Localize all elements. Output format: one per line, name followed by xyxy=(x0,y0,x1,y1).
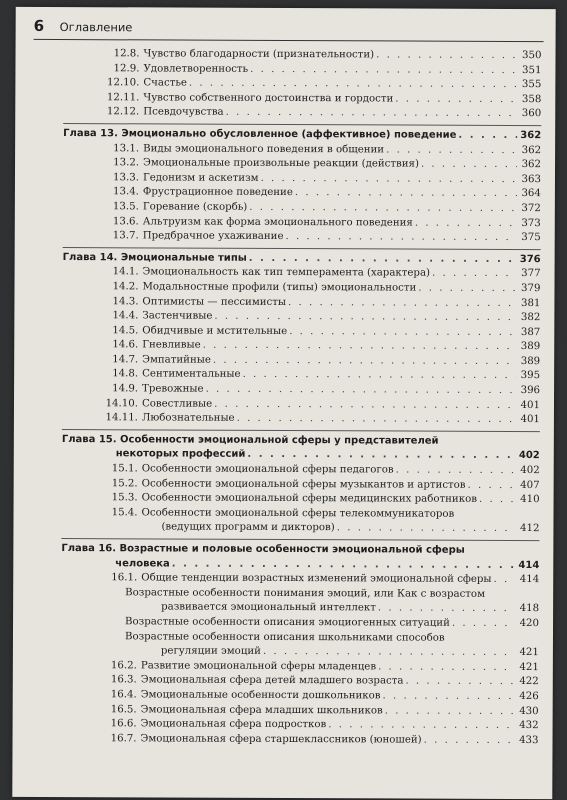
toc-entry-title: Застенчивые xyxy=(142,310,213,322)
toc-entry-page: 395 xyxy=(520,370,541,382)
toc-entry-page: 358 xyxy=(521,93,542,105)
toc-entry-page: 401 xyxy=(520,414,540,426)
toc-entry-page: 373 xyxy=(521,217,541,229)
toc-entry-number: 13.1. xyxy=(113,142,140,154)
toc-entry-title: Тревожные xyxy=(142,383,204,395)
toc-entry-title: Особенности эмоциональной сферы педагогов xyxy=(141,463,394,476)
toc-entry-number: 13.4. xyxy=(112,186,139,198)
toc-block xyxy=(63,47,541,122)
toc-entry-number: 16.6. xyxy=(110,718,137,730)
toc-entry-number: 16.3. xyxy=(110,674,137,686)
dot-leader xyxy=(237,412,516,428)
toc-entry-title: Любознательные xyxy=(141,412,235,425)
toc-entry-title: Особенности эмоциональной сферы медицинских работников xyxy=(141,492,478,506)
toc-entry xyxy=(61,506,539,523)
toc-entry-number: 14.10. xyxy=(105,397,139,410)
toc-entry-number: 12.12. xyxy=(106,106,140,118)
toc-entry-number: 14.4. xyxy=(112,310,139,322)
dot-leader xyxy=(285,230,516,246)
toc-entry-page: 362 xyxy=(520,129,542,142)
toc-entry xyxy=(61,520,539,537)
toc-entry-title: Эмоциональная сфера старшеклассников (юношей) xyxy=(140,733,422,746)
toc-entry-number: 14.7. xyxy=(112,354,139,366)
toc-entry xyxy=(60,732,538,749)
toc-entry-number: 12.10. xyxy=(106,77,140,89)
toc-entry-title: человека xyxy=(115,557,170,570)
toc-entry xyxy=(62,411,540,428)
toc-entry-page: 420 xyxy=(519,617,540,630)
dot-leader xyxy=(479,493,516,508)
toc-entry-number: 12.8. xyxy=(113,48,140,60)
dot-leader xyxy=(203,339,517,355)
dot-leader xyxy=(249,201,517,217)
toc-entry-page: 389 xyxy=(520,341,541,353)
dot-leader xyxy=(386,143,517,158)
toc-entry-page: 402 xyxy=(520,465,540,477)
toc-entry-page: 372 xyxy=(521,202,541,215)
toc-entry-number: 13.2. xyxy=(113,157,140,169)
toc-entry-page: 379 xyxy=(521,282,541,295)
toc-entry-number: 13.5. xyxy=(112,201,139,213)
toc-entry-title: Чувство благодарности (признательности) xyxy=(143,48,375,61)
toc-entry-page: 396 xyxy=(520,385,541,397)
toc-entry-title: Глава 16. Возрастные и половые особенности эмоциональной сферы xyxy=(61,543,465,556)
dot-leader xyxy=(295,186,517,202)
toc-entry-title: Глава 13. Эмоционально обусловленное (аффективное) поведение xyxy=(63,128,457,141)
dot-leader xyxy=(337,522,516,537)
dot-leader xyxy=(458,129,517,144)
toc-entry-title: Предбрачное ухаживание xyxy=(142,230,284,243)
dot-leader xyxy=(424,733,515,748)
toc-entry-title: Виды эмоционального поведения в общении xyxy=(143,142,385,155)
dot-leader xyxy=(214,397,516,413)
dot-leader xyxy=(247,448,515,464)
toc-entry-title: Эмоциональные особенности дошкольников xyxy=(140,689,381,702)
toc-entry-page: 421 xyxy=(519,647,539,659)
toc-entry-page: 414 xyxy=(518,559,540,571)
toc-entry-title: Псевдочувства xyxy=(143,106,224,119)
toc-entry-page: 381 xyxy=(520,297,541,309)
toc-entry-title: Гневливые xyxy=(142,339,201,351)
toc-entry-page: 362 xyxy=(521,159,542,171)
dot-leader xyxy=(396,464,516,479)
toc-entry-number: 15.4. xyxy=(111,507,138,519)
dot-leader xyxy=(261,172,517,188)
dot-leader xyxy=(189,77,518,93)
toc-entry-page: 402 xyxy=(518,450,540,462)
running-header xyxy=(34,15,544,42)
dot-leader xyxy=(452,617,515,632)
chapter-block xyxy=(62,247,541,428)
dot-leader xyxy=(288,296,516,312)
toc-entry-page: 422 xyxy=(519,676,539,688)
toc-entry-title: Эмоциональная сфера младших школьников xyxy=(140,703,383,716)
toc-entry-title: Возрастные особенности понимания эмоций, или Как с возрастом xyxy=(125,587,486,600)
dot-leader xyxy=(172,557,516,573)
toc-entry-title: Глава 14. Эмоциональные типы xyxy=(62,251,247,264)
toc-entry-number: 14.6. xyxy=(112,339,139,351)
toc-entry-title: Удовлетворенность xyxy=(143,62,249,75)
toc-entry-number: 14.3. xyxy=(112,295,139,307)
toc-entry-title: Общие тенденции возрастных изменений эмоциональной сферы xyxy=(141,572,492,586)
toc-entry-page: 389 xyxy=(520,355,541,367)
toc-entry-page: 355 xyxy=(521,79,542,91)
page-number: 6 xyxy=(33,16,45,35)
toc-entry-page: 433 xyxy=(519,734,539,746)
dot-leader xyxy=(383,689,515,704)
toc-entry-page: 351 xyxy=(521,64,542,76)
toc-entry-number: 14.1. xyxy=(112,266,139,278)
toc-entry-page: 430 xyxy=(519,705,539,717)
toc-entry-number: 12.11. xyxy=(106,92,140,104)
toc-entry-page: 401 xyxy=(520,399,541,411)
toc-entry-title: Эмпатийные xyxy=(142,354,211,366)
dot-leader xyxy=(214,310,516,326)
dot-leader xyxy=(328,718,514,733)
toc-entry-number: 14.5. xyxy=(112,324,139,337)
toc-entry-page: 414 xyxy=(519,574,540,586)
toc-entry-title: регуляции эмоций xyxy=(160,645,261,658)
toc-entry-number: 14.11. xyxy=(105,412,138,424)
chapter-block xyxy=(61,429,539,537)
toc-entry-title: развивается эмоциональный интеллект xyxy=(161,601,376,614)
toc-entry-page: 364 xyxy=(521,188,541,200)
toc-entry-number: 15.1. xyxy=(111,463,138,475)
toc-entry xyxy=(61,586,539,603)
table-of-contents xyxy=(60,47,541,748)
dot-leader xyxy=(249,252,517,268)
toc-entry-title: Возрастные особенности описания эмоциогенных ситуаций xyxy=(125,616,450,629)
toc-entry-number: 14.2. xyxy=(112,281,139,293)
toc-entry-page: 350 xyxy=(522,50,542,62)
toc-entry-title: Обидчивые и мстительные xyxy=(142,325,288,337)
toc-entry-title: Эмоциональная сфера детей младшего возраста xyxy=(140,674,404,687)
toc-entry-page: 421 xyxy=(519,661,539,673)
toc-entry-page: 407 xyxy=(520,479,540,491)
book-page xyxy=(12,7,555,799)
toc-entry-title: Альтруизм как форма эмоционального поведения xyxy=(142,215,413,229)
toc-entry-title: Чувство собственного достоинства и гордости xyxy=(143,92,394,105)
toc-entry-title: Эмоциональная сфера подростков xyxy=(140,718,327,731)
toc-entry xyxy=(61,630,539,647)
toc-entry-number: 13.3. xyxy=(113,172,140,184)
toc-entry-title: Особенности эмоциональной сферы телекоммуникаторов xyxy=(141,507,455,520)
running-title: Оглавление xyxy=(59,20,133,35)
dot-leader xyxy=(421,158,517,173)
toc-entry-page: 362 xyxy=(521,144,542,156)
dot-leader xyxy=(415,216,517,231)
dot-leader xyxy=(376,48,517,63)
toc-entry-page: 382 xyxy=(520,312,541,324)
toc-entry-title: Оптимисты — пессимисты xyxy=(142,295,287,308)
toc-entry-title: Эмоциональные произвольные реакции (действия) xyxy=(143,157,419,170)
toc-entry-number: 14.8. xyxy=(112,368,139,380)
toc-entry-page: 410 xyxy=(520,494,540,506)
dot-leader xyxy=(226,106,518,122)
dot-leader xyxy=(378,660,515,675)
toc-entry-page: 387 xyxy=(520,326,541,338)
toc-entry-title: Совестливые xyxy=(141,398,213,410)
toc-entry-title: (ведущих программ и дикторов) xyxy=(161,521,335,534)
dot-leader xyxy=(206,383,517,399)
toc-entry-number: 14.9. xyxy=(112,383,139,395)
toc-entry-title: Развитие эмоциональной сферы младенцев xyxy=(140,660,377,673)
dot-leader xyxy=(432,267,517,282)
dot-leader xyxy=(289,325,516,341)
toc-entry-page: 412 xyxy=(519,523,540,535)
toc-entry-page: 377 xyxy=(521,268,541,280)
toc-entry-title: Эмоциональность как тип темперамента (характера) xyxy=(142,266,431,279)
toc-entry-number: 13.6. xyxy=(112,215,139,227)
dot-leader xyxy=(405,675,514,690)
toc-entry-number: 16.7. xyxy=(110,732,137,745)
toc-entry-title: Счастье xyxy=(143,77,187,89)
toc-entry-number: 15.2. xyxy=(111,477,138,489)
toc-entry xyxy=(63,229,541,246)
dot-leader xyxy=(378,602,515,617)
toc-entry-page: 376 xyxy=(519,253,541,265)
toc-entry-page: 363 xyxy=(521,173,542,185)
toc-entry-title: некоторых профессий xyxy=(115,448,246,461)
toc-entry-page: 432 xyxy=(519,720,539,732)
dot-leader xyxy=(494,573,516,588)
toc-entry-page: 426 xyxy=(519,690,539,703)
dot-leader xyxy=(263,645,515,661)
chapter-block xyxy=(60,538,539,748)
toc-entry-number: 16.1. xyxy=(111,572,138,584)
toc-entry-number: 12.9. xyxy=(113,62,140,74)
toc-entry-title: Глава 15. Особенности эмоциональной сферы у представителей xyxy=(61,433,439,447)
toc-entry-title: Горевание (скорбь) xyxy=(142,201,248,213)
dot-leader xyxy=(250,62,517,78)
toc-entry-number: 13.7. xyxy=(112,230,139,242)
toc-entry xyxy=(63,105,541,122)
dot-leader xyxy=(243,368,517,384)
chapter-block xyxy=(63,123,542,246)
dot-leader xyxy=(395,92,517,107)
dot-leader xyxy=(418,281,516,296)
toc-entry-number: 16.5. xyxy=(110,703,137,715)
toc-entry-title: Особенности эмоциональной сферы музыкантов и артистов xyxy=(141,478,466,491)
toc-entry-title: Сентиментальные xyxy=(142,368,241,381)
toc-entry-title: Фрустрационное поведение xyxy=(142,186,293,199)
toc-entry-title: Гедонизм и аскетизм xyxy=(142,172,259,184)
toc-entry-number: 16.2. xyxy=(110,659,137,672)
toc-entry-page: 375 xyxy=(521,232,541,244)
dot-leader xyxy=(385,704,515,719)
toc-entry-title: Возрастные особенности описания школьниками способов xyxy=(124,630,445,644)
toc-entry-page: 360 xyxy=(521,108,542,120)
toc-entry-title: Модальностные профили (типы) эмоциональности xyxy=(142,281,417,294)
toc-entry-number: 15.3. xyxy=(111,492,138,504)
toc-entry-page: 418 xyxy=(519,603,540,615)
dot-leader xyxy=(468,478,516,493)
dot-leader xyxy=(213,354,516,370)
toc-entry-number: 16.4. xyxy=(110,689,137,701)
